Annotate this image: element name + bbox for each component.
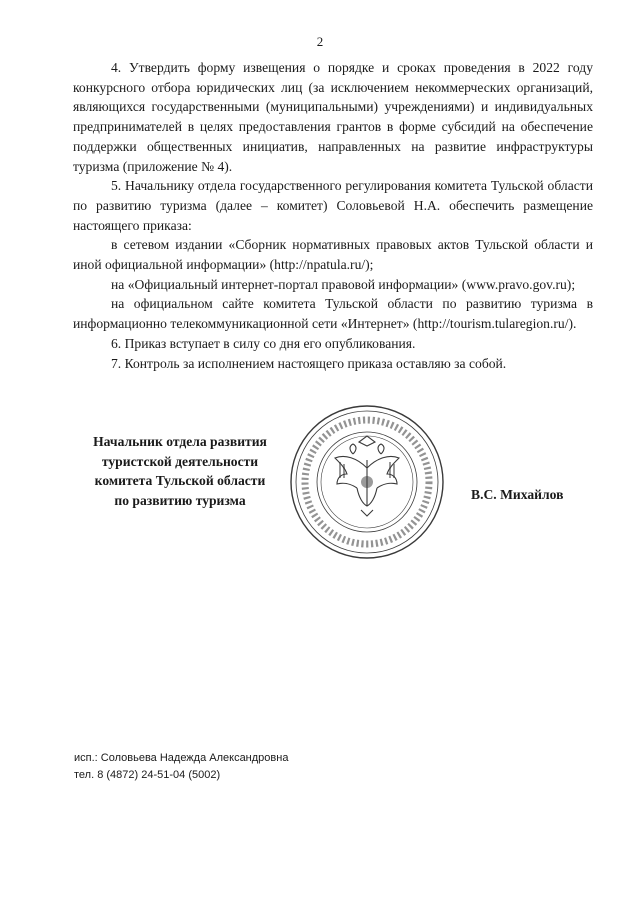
paragraph-item-7: 7. Контроль за исполнением настоящего приказа оставляю за собой.: [111, 355, 507, 371]
page-number: 2: [316, 34, 324, 49]
paragraph-item-6: 6. Приказ вступает в силу со дня его опубликования.: [111, 335, 416, 351]
official-seal-icon: [287, 402, 447, 562]
signatory-name: В.С. Михайлов: [471, 487, 564, 502]
paragraph-publication-pravo: на «Официальный интернет-портал правовой информации» (www.pravo.gov.ru);: [111, 276, 576, 292]
executor-footer: [74, 750, 288, 784]
paragraph-publication-site: на официальном сайте комитета Тульской области по развитию туризма в информационно телекоммуникационной сети «Интернет» (http://tourism.tularegion.ru/).: [73, 296, 593, 332]
paragraph-publication-sbornik: в сетевом издании «Сборник нормативных правовых актов Тульской области и иной официальной информации» (http://npatula.ru/);: [73, 237, 593, 273]
executor-phone: тел. 8 (4872) 24-51-04 (5002): [74, 769, 221, 781]
signature-title-line: Начальник отдела развития: [93, 434, 267, 449]
executor-name: исп.: Соловьева Надежда Александровна: [74, 752, 289, 764]
paragraph-item-5: 5. Начальнику отдела государственного регулирования комитета Тульской области по развитию туризма (далее – комитет) Соловьевой Н.А. обеспечить размещение настоящего приказа:: [73, 178, 593, 233]
signature-title-line: комитета Тульской области: [94, 473, 266, 488]
signature-title-line: туристской деятельности: [101, 453, 259, 469]
signature-title: [80, 432, 280, 510]
signature-title-line: по развитию туризма: [114, 492, 246, 508]
paragraph-item-4: 4. Утвердить форму извещения о порядке и сроках проведения в 2022 году конкурсного отбора юридических лиц (за исключением некоммерческих организаций, являющихся государственными (муниципальными) учреждениями) и индивидуальных предпринимателей в целях предоставления грантов в форме субсидий на обеспечение поддержки общественных инициатив, направленных на развитие инфраструктуры туризма (приложение № 4).: [73, 60, 593, 174]
document-body: [73, 58, 593, 373]
